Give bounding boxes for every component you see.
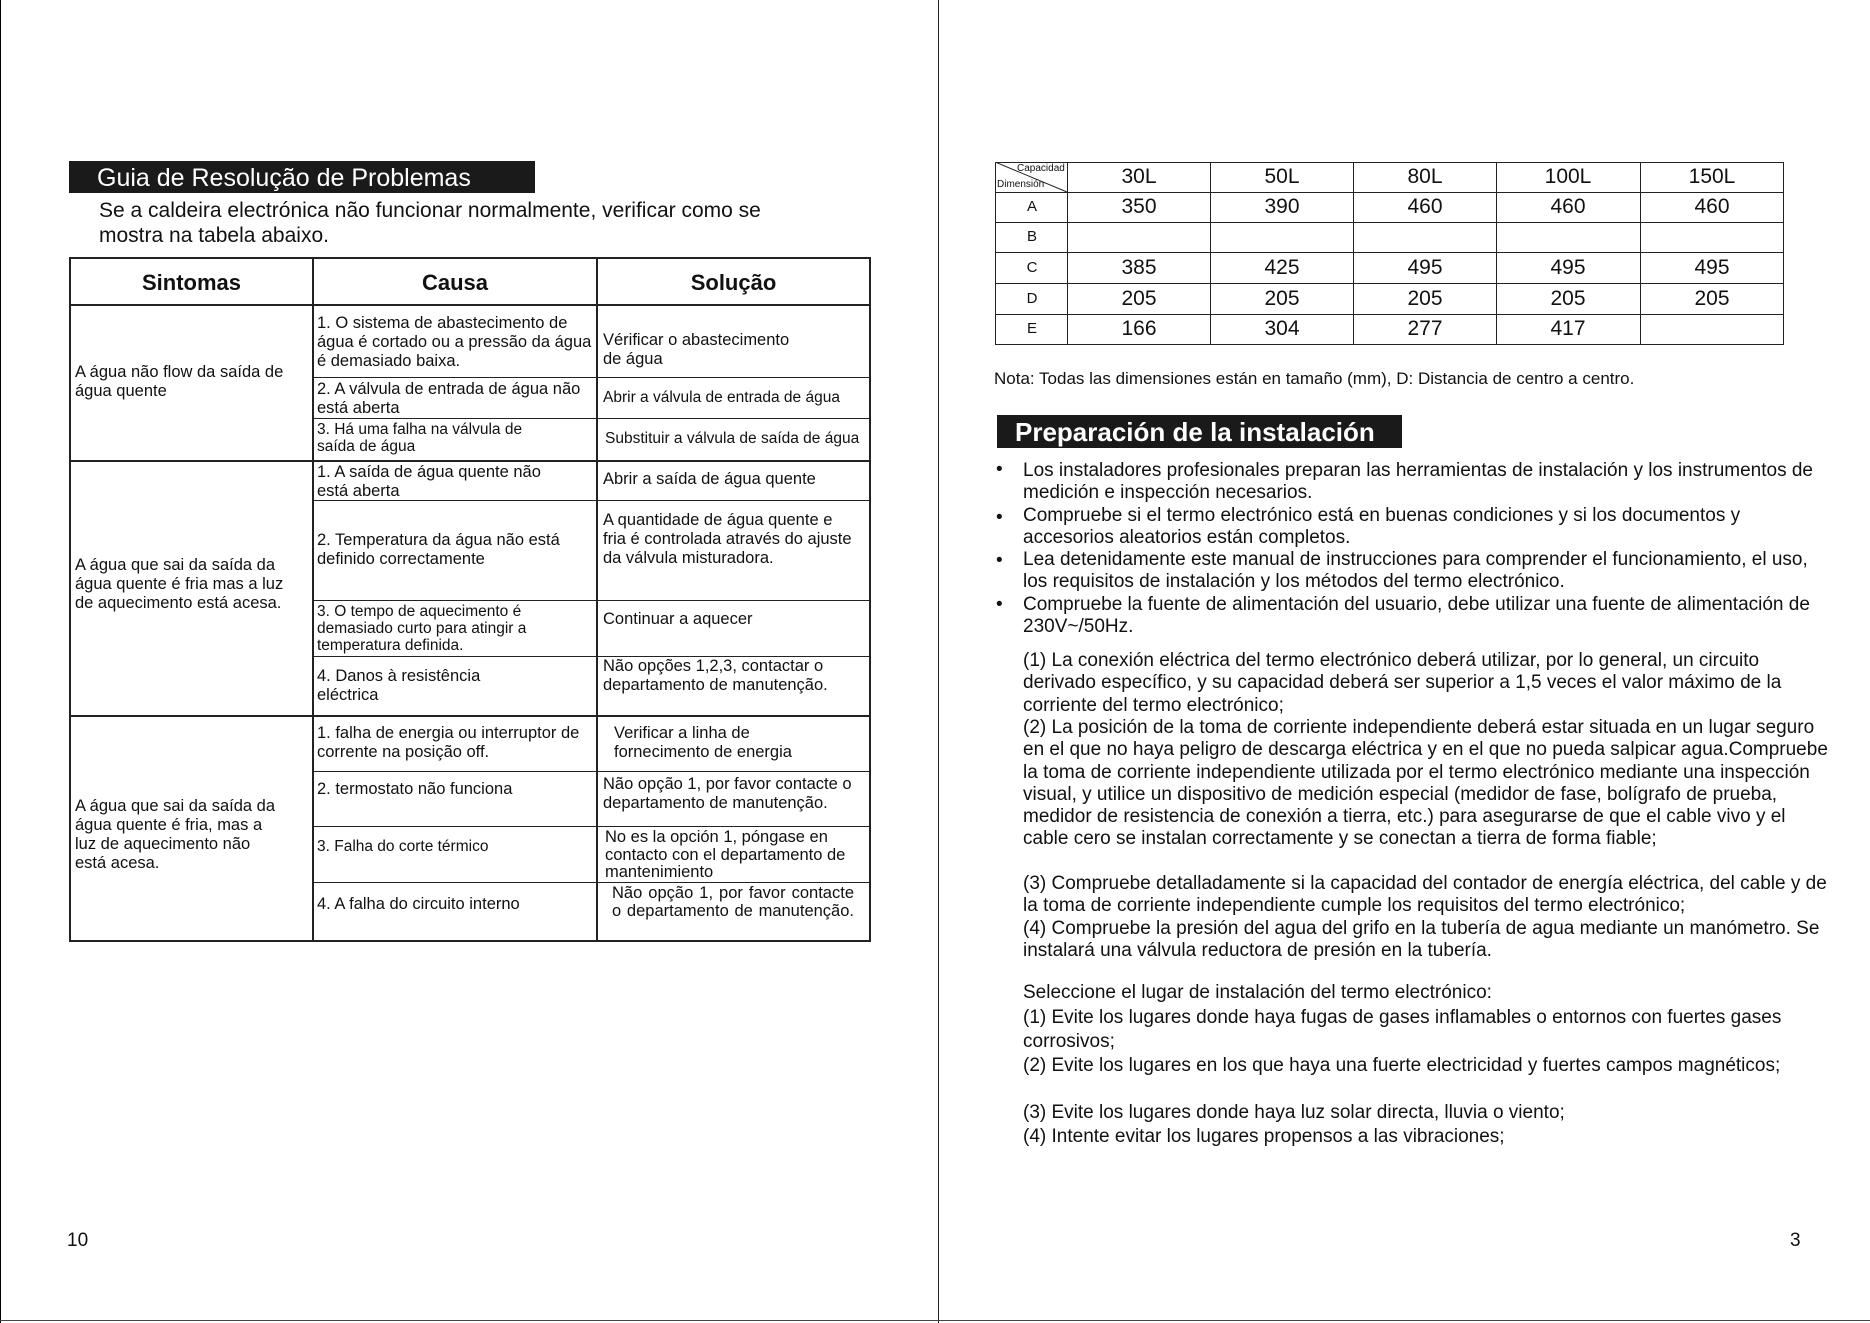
dimension-value: 166 <box>1121 317 1157 340</box>
dimension-value: 205 <box>1121 287 1157 310</box>
table-rule <box>312 377 871 378</box>
table-rule <box>1640 162 1641 345</box>
bullet-icon: • <box>996 594 1003 615</box>
cause-cell: 3. O tempo de aquecimento é demasiado curto para atingir a temperatura definida. <box>317 603 527 654</box>
cause-cell: 4. Danos à resistência eléctrica <box>317 667 481 704</box>
page-number: 10 <box>67 1230 89 1251</box>
dimension-value: 460 <box>1550 195 1586 218</box>
solution-cell: Verificar a linha de fornecimento de energia <box>614 724 792 761</box>
table-rule <box>312 826 871 827</box>
capacity-header: 80L <box>1407 165 1443 188</box>
bullet-item: Compruebe la fuente de alimentación del usuario, debe utilizar una fuente de alimentación de 230V~/50Hz. <box>1023 594 1810 637</box>
capacity-header: 30L <box>1121 165 1157 188</box>
dimension-value: 417 <box>1550 317 1586 340</box>
capacity-header: 50L <box>1264 165 1300 188</box>
page-edge-bottom <box>0 1320 1870 1321</box>
table-rule <box>69 304 871 306</box>
troubleshooting-heading: Guia de Resolução de Problemas <box>69 161 535 193</box>
bullet-item: Lea detenidamente este manual de instrucciones para comprender el funcionamiento, el uso, los requisitos de instalación y los métodos del termo electrónico. <box>1023 549 1808 592</box>
cause-cell: 1. O sistema de abastecimento de água é cortado ou a pressão da água é demasiado baixa. <box>317 314 592 370</box>
dimension-value: 385 <box>1121 256 1157 279</box>
column-header: Causa <box>421 270 489 295</box>
symptom-cell: A água que sai da saída da água quente é fria mas a luz de aquecimento está acesa. <box>75 556 284 612</box>
table-rule <box>995 192 1784 193</box>
location-item: (4) Intente evitar los lugares propensos a las vibraciones; <box>1023 1126 1505 1147</box>
location-item: (3) Evite los lugares donde haya luz solar directa, lluvia o viento; <box>1023 1102 1565 1123</box>
table-rule <box>69 257 871 259</box>
requirement-item: (4) Compruebe la presión del agua del grifo en la tubería de agua mediante un manómetro. Se instalará una válvula reductora de presión en la tubería. <box>1023 918 1820 962</box>
cause-cell: 3. Falha do corte térmico <box>317 838 489 855</box>
symptom-cell: A água não flow da saída de água quente <box>75 363 284 400</box>
cause-cell: 1. A saída de água quente não está aberta <box>317 463 541 500</box>
table-rule <box>69 940 871 942</box>
cause-cell: 2. Temperatura da água não está definido correctamente <box>317 531 560 568</box>
solution-cell: Não opção 1, por favor contacte o departamento de manutenção. <box>603 775 852 812</box>
dimension-note: Nota: Todas las dimensiones están en tamaño (mm), D: Distancia de centro a centro. <box>994 369 1635 388</box>
dimension-value: 205 <box>1407 287 1443 310</box>
corner-label-capacity: Capacidad <box>1017 163 1065 174</box>
location-item: (1) Evite los lugares donde haya fugas de gases inflamables o entornos con fuertes gases corrosivos; <box>1023 1007 1782 1052</box>
capacity-header: 100L <box>1544 165 1592 188</box>
table-rule <box>1783 162 1784 345</box>
requirement-item: (2) La posición de la toma de corriente independiente deberá estar situada en un lugar seguro en el que no haya peligro de descarga eléctrica y en el que no pueda salpicar agua.Compruebe la toma de corriente independiente utilizada por el termo electrónico mediante una inspección visual, y utilice un dispositivo de medición especial (medidor de fase, bolígrafo de prueba, medidor de resistencia de conexión a tierra, etc.) para asegurarse de que el cable vivo y el cable cero se instalan correctamente y se conectan a tierra de forma fiable; <box>1023 717 1828 850</box>
symptom-cell: A água que sai da saída da água quente é fria, mas a luz de aquecimento não está acesa. <box>75 797 275 872</box>
bullet-icon: • <box>996 550 1003 571</box>
corner-label-dimension: Dimensión <box>997 179 1045 190</box>
table-rule <box>995 162 1784 163</box>
dimension-value: 205 <box>1550 287 1586 310</box>
solution-cell: Não opções 1,2,3, contactar o departamento de manutenção. <box>603 657 828 694</box>
bullet-item: Los instaladores profesionales preparan las herramientas de instalación y los instrumentos de medición e inspección necesarios. <box>1023 460 1813 503</box>
cause-cell: 4. A falha do circuito interno <box>317 895 520 913</box>
location-item: (2) Evite los lugares en los que haya una fuerte electricidad y fuertes campos magnéticos; <box>1023 1055 1781 1076</box>
bullet-item: Compruebe si el termo electrónico está en buenas condiciones y si los documentos y accesorios aleatorios están completos. <box>1023 505 1741 548</box>
solution-cell: Abrir a válvula de entrada de água <box>603 389 840 406</box>
dimension-value: 277 <box>1407 317 1443 340</box>
requirement-item: (1) La conexión eléctrica del termo electrónico deberá utilizar, por lo general, un circuito derivado específico, y su capacidad deberá ser superior a 1,5 veces el valor máximo de la corriente del termo electrónico; <box>1023 650 1782 716</box>
dimension-row-label: D <box>1026 290 1038 307</box>
table-rule <box>995 344 1784 345</box>
capacity-header: 150L <box>1688 165 1736 188</box>
dimension-row-label: C <box>1026 259 1038 276</box>
table-rule <box>69 257 71 942</box>
location-intro: Seleccione el lugar de instalación del termo electrónico: <box>1023 982 1492 1003</box>
table-rule <box>312 882 871 883</box>
solution-cell: Vérificar o abastecimento de água <box>603 331 790 368</box>
dimension-row-label: E <box>1026 320 1037 337</box>
cause-cell: 1. falha de energia ou interruptor de corrente na posição off. <box>317 724 580 761</box>
cause-cell: 2. termostato não funciona <box>317 780 513 798</box>
dimension-value: 425 <box>1264 256 1300 279</box>
solution-cell: Não opção 1, por favor contacte o departamento de manutenção. <box>612 884 854 920</box>
dimension-value: 495 <box>1694 256 1730 279</box>
table-rule <box>312 600 871 601</box>
table-rule <box>995 222 1784 223</box>
dimension-value: 205 <box>1694 287 1730 310</box>
dimension-row-label: B <box>1026 228 1037 245</box>
requirement-item: (3) Compruebe detalladamente si la capacidad del contador de energía eléctrica, del cable y de la toma de corriente independiente cumple los requisitos del termo electrónico; <box>1023 873 1827 917</box>
page-edge <box>0 0 1 1323</box>
dimension-value: 304 <box>1264 317 1300 340</box>
installation-prep-heading: Preparación de la instalación <box>997 415 1402 448</box>
column-header: Solução <box>690 270 777 295</box>
table-rule <box>312 771 871 772</box>
solution-cell: Abrir a saída de água quente <box>603 470 816 488</box>
dimension-value: 495 <box>1407 256 1443 279</box>
table-rule <box>69 715 871 717</box>
table-rule <box>995 283 1784 284</box>
cause-cell: 2. A válvula de entrada de água não está aberta <box>317 380 581 417</box>
dimension-row-label: A <box>1026 198 1037 215</box>
solution-cell: Continuar a aquecer <box>603 610 753 628</box>
troubleshooting-intro: Se a caldeira electrónica não funcionar normalmente, verificar como se mostra na tabela abaixo. <box>99 199 761 247</box>
solution-cell: Substituir a válvula de saída de água <box>605 430 860 447</box>
dimension-value: 460 <box>1407 195 1443 218</box>
bullet-icon: • <box>996 507 1003 528</box>
table-rule <box>312 418 871 419</box>
table-rule <box>69 460 871 462</box>
cause-cell: 3. Há uma falha na válvula de saída de água <box>317 421 523 455</box>
column-header: Sintomas <box>141 270 242 295</box>
dimension-value: 390 <box>1264 195 1300 218</box>
page-number: 3 <box>1790 1230 1801 1251</box>
table-rule <box>995 252 1784 253</box>
dimension-value: 460 <box>1694 195 1730 218</box>
bullet-icon: • <box>996 459 1003 480</box>
dimension-value: 495 <box>1550 256 1586 279</box>
spread-divider <box>938 0 939 1323</box>
solution-cell: No es la opción 1, póngase en contacto con el departamento de mantenimiento <box>605 828 846 881</box>
dimension-value: 350 <box>1121 195 1157 218</box>
table-rule <box>995 314 1784 315</box>
solution-cell: A quantidade de água quente e fria é controlada através do ajuste da válvula misturadora. <box>603 511 852 567</box>
dimension-value: 205 <box>1264 287 1300 310</box>
